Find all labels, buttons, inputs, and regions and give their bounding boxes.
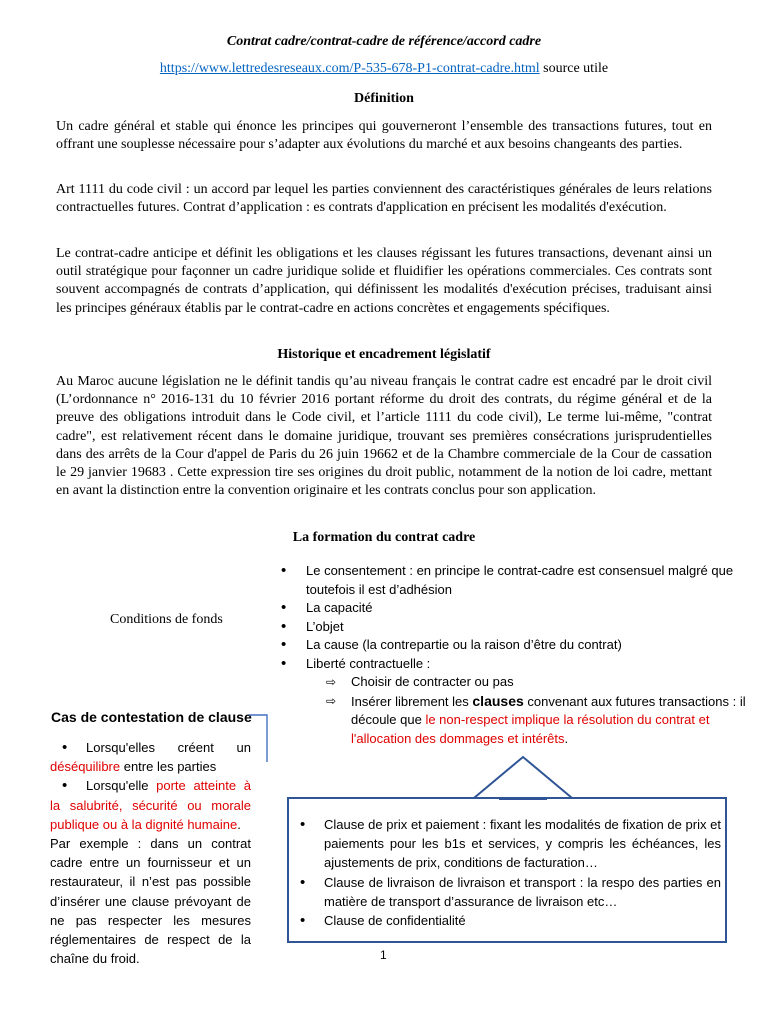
sub-item-clauses: ⇨ Insérer librement les clauses convenant aux futures transactions : il découle que le non-respect implique la résolution du contrat et l'allocation des dommages et intérêts. bbox=[276, 692, 746, 749]
list-item: • La cause (la contrepartie ou la raison d’être du contrat) bbox=[276, 636, 746, 655]
definition-paragraph-1: Un cadre général et stable qui énonce les principes qui gouverneront l’ensemble des transactions futures, tout en offrant une souplesse nécessaire pour s’adapter aux évolutions du marché et aux besoins changeants des parties. bbox=[56, 119, 712, 153]
history-heading: Historique et encadrement législatif bbox=[277, 347, 491, 362]
list-item: • Le consentement : en principe le contrat-cadre est consensuel malgré que toutefois il est d’adhésion bbox=[276, 562, 746, 599]
conditions-label: Conditions de fonds bbox=[110, 612, 223, 627]
sub-item-choose: ⇨ Choisir de contracter ou pas bbox=[276, 673, 746, 692]
bracket-connector bbox=[248, 706, 272, 766]
list-item: • L’objet bbox=[276, 618, 746, 637]
source-suffix: source utile bbox=[539, 61, 609, 76]
definition-paragraph-2: Art 1111 du code civil : un accord par lequel les parties conviennent des caractéristiques générales de leurs relations contractuelles futures. Contrat d’application : es contrats d'application en précisent les modalités d'exécution. bbox=[56, 182, 712, 216]
definition-paragraph-3: Le contrat-cadre anticipe et définit les obligations et les clauses régissant les futures transactions, devenant ainsi un outil stratégique pour façonner un cadre juridique solide et fluidifier les opérations commerciales. Ces contrats sont souvent accompagnés de contrats d’application, qui définissent les modalités d'exécution précises, traduisant ainsi les principes généraux établis par le contrat-cadre en actions concrètes et engagements spécifiques. bbox=[56, 246, 712, 316]
contestation-list bbox=[50, 738, 251, 968]
source-line bbox=[0, 61, 768, 77]
list-item: • Clause de livraison de livraison et transport : la respo des parties en matière de transport d’assurance de livraison etc… bbox=[298, 873, 721, 911]
contestation-heading: Cas de contestation de clause bbox=[51, 709, 252, 725]
list-item: • Clause de prix et paiement : fixant les modalités de fixation de prix et paiements pour les b1s et services, y compris les échéances, les ajustements de prix, conditions de facturation… bbox=[298, 815, 721, 873]
source-link[interactable]: https://www.lettredesreseaux.com/P-535-678-P1-contrat-cadre.html bbox=[159, 61, 540, 76]
definition-heading: Définition bbox=[354, 91, 414, 106]
clauses-list bbox=[298, 815, 721, 930]
list-item: • Clause de confidentialité bbox=[298, 911, 721, 930]
page-number: 1 bbox=[380, 948, 387, 962]
example-paragraph: Par exemple : dans un contrat cadre entre un fournisseur et un restaurateur, il n’est pas possible d’insérer une clause prévoyant de ne pas respecter les mesures réglementaires de respect de la chaîne du froid. bbox=[50, 836, 251, 967]
list-item: • Lorsqu'elle porte atteinte à la salubrité, sécurité ou morale publique ou à la dignité humaine. bbox=[50, 776, 251, 834]
clauses-keyword: clauses bbox=[472, 692, 524, 709]
formation-heading: La formation du contrat cadre bbox=[292, 530, 476, 545]
imbalance-highlight: déséquilibre bbox=[50, 759, 121, 775]
resolution-highlight: le non-respect implique la résolution du contrat et l'allocation des dommages et intérêts bbox=[351, 712, 710, 746]
formation-list bbox=[276, 562, 746, 748]
list-item: • Lorsqu'elles créent un déséquilibre entre les parties bbox=[50, 738, 251, 776]
up-arrow-icon bbox=[470, 754, 576, 800]
document-title: Contrat cadre/contrat-cadre de référence/accord cadre bbox=[226, 34, 542, 49]
history-paragraph: Au Maroc aucune législation ne le définit tandis qu’au niveau français le contrat cadre est encadré par le droit civil (L’ordonnance n° 2016-131 du 10 février 2016 portant réforme du droit des contrats, du régime général et de la preuve des obligations introduit dans le Code civil, et l’article 1111 du code civil), Le terme lui-même, "contrat cadre", est relativement récent dans le domaine juridique, trouvant ses premières consécrations jurisprudentielles dans des arrêts de la Cour d'appel de Paris du 26 juin 19662 et de la Chambre commerciale de la Cour de cassation le 29 janvier 19683 . Cette expression tire ses origines du droit public, notamment de la notion de loi cadre, mettant en avant la distinction entre la convention originaire et les contrats conclus pour son application. bbox=[56, 374, 712, 499]
public-order-highlight: porte atteinte à la salubrité, sécurité ou morale publique ou à la dignité humaine bbox=[50, 778, 251, 832]
list-item: • La capacité bbox=[276, 599, 746, 618]
list-item: • Liberté contractuelle : bbox=[276, 655, 746, 674]
